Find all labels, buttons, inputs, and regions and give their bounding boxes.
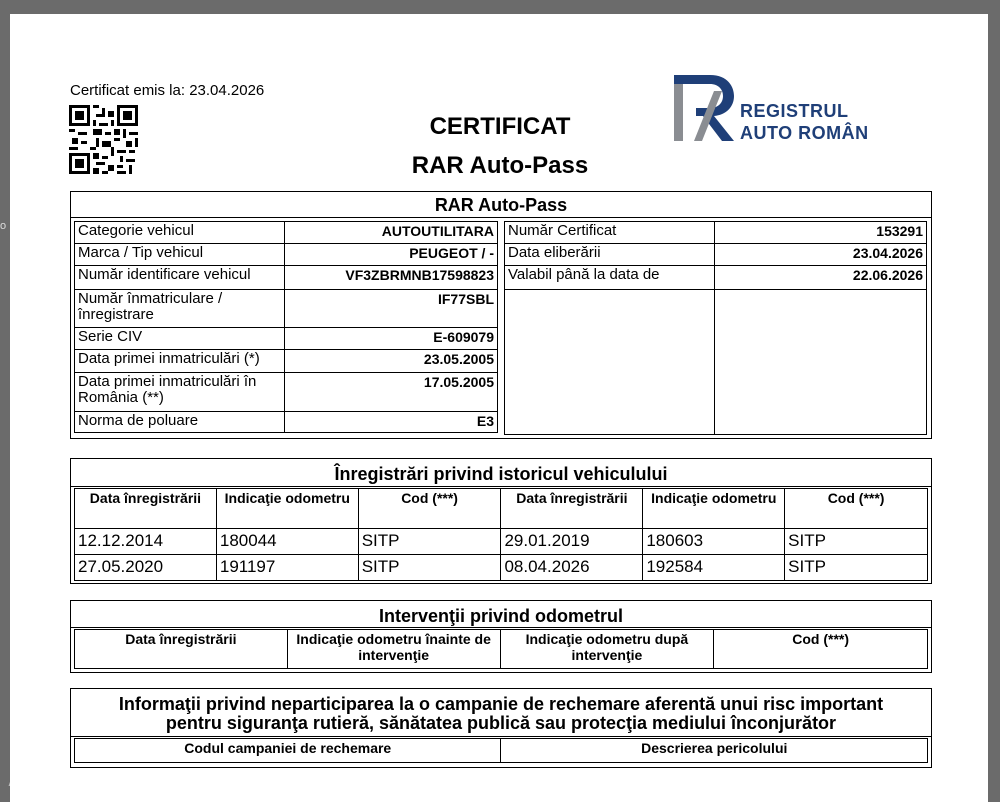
row-value: AUTOUTILITARA [285,222,498,244]
row-label: Data primei inmatriculări (*) [75,350,285,373]
table-row [75,266,498,290]
table-cell: 29.01.2019 [501,529,643,555]
row-value: IF77SBL [285,290,498,328]
interventions-table [74,629,928,669]
recall-heading-line-1: Informaţii privind neparticiparea la o campanie de rechemare aferentă unui risc important [118,694,884,714]
autopass-heading: RAR Auto-Pass [71,192,931,218]
row-value: PEUGEOT / - [285,244,498,266]
empty-cell [715,290,927,435]
table-row [505,222,927,244]
column-header: Cod (***) [358,489,501,529]
column-header: Data înregistrării [501,489,643,529]
background-edge-fragment: o [0,220,7,232]
table-row [75,373,498,412]
table-cell: SITP [785,529,928,555]
table-cell: SITP [358,555,501,581]
table-cell: SITP [785,555,928,581]
table-row [75,555,928,581]
rar-logo-icon [672,71,742,146]
table-row [75,350,498,373]
column-header: Indicaţie odometru [643,489,785,529]
row-label: Număr înmatriculare / înregistrare [75,290,285,328]
logo-line-1: REGISTRUL [740,101,849,121]
row-value: 23.05.2005 [285,350,498,373]
certificate-title: CERTIFICAT [429,113,571,140]
table-row [505,244,927,266]
table-cell: 180603 [643,529,785,555]
rar-logo [672,71,882,146]
table-row [75,222,498,244]
row-label: Norma de poluare [75,412,285,433]
table-row [75,529,928,555]
table-cell: 27.05.2020 [75,555,217,581]
recall-table [74,738,928,763]
row-value: 153291 [715,222,927,244]
certificate-details-table [504,221,927,435]
row-value: 23.04.2026 [715,244,927,266]
row-label: Număr identificare vehicul [75,266,285,290]
row-label: Categorie vehicul [75,222,285,244]
recall-heading [71,689,931,737]
table-cell: 191197 [216,555,358,581]
table-row [505,266,927,290]
qr-code-icon [69,105,138,174]
column-header: Data înregistrării [75,489,217,529]
column-header: Descrierea pericolului [501,739,928,763]
table-cell: 192584 [643,555,785,581]
table-row [75,328,498,350]
table-row [75,290,498,328]
table-cell: 12.12.2014 [75,529,217,555]
history-heading: Înregistrări privind istoricul vehiculului [71,459,931,487]
column-header: Indicaţie odometru după intervenţie [500,630,714,669]
column-header: Codul campaniei de rechemare [75,739,501,763]
row-value: 17.05.2005 [285,373,498,412]
table-row [505,290,927,435]
row-label: Serie CIV [75,328,285,350]
column-header: Cod (***) [785,489,928,529]
table-cell: SITP [358,529,501,555]
vehicle-details-table [74,221,498,433]
row-label: Număr Certificat [505,222,715,244]
row-label: Data eliberării [505,244,715,266]
table-row [75,412,498,433]
column-header: Cod (***) [714,630,928,669]
table-header-row [75,739,928,763]
recall-heading-line-2: pentru siguranţa rutieră, sănătatea publică sau protecţia mediului înconjurător [165,713,837,733]
row-value: 22.06.2026 [715,266,927,290]
row-label: Marca / Tip vehicul [75,244,285,266]
watermark: AUTOVIT.RO [8,766,151,791]
row-label: Valabil până la data de [505,266,715,290]
issued-date: Certificat emis la: 23.04.2026 [70,82,265,99]
table-header-row [75,489,928,529]
row-label: Data primei inmatriculări în România (**) [75,373,285,412]
column-header: Data înregistrării [75,630,288,669]
column-header: Indicaţie odometru [216,489,358,529]
table-header-row [75,630,928,669]
certificate-subtitle: RAR Auto-Pass [411,152,589,179]
interventions-heading: Intervenţii privind odometrul [71,601,931,628]
row-value: E3 [285,412,498,433]
table-cell: 180044 [216,529,358,555]
row-value: VF3ZBRMNB17598823 [285,266,498,290]
logo-line-2: AUTO ROMÂN [740,123,869,143]
history-table [74,488,928,581]
column-header: Indicaţie odometru înainte de intervenţie [287,630,500,669]
table-cell: 08.04.2026 [501,555,643,581]
row-value: E-609079 [285,328,498,350]
table-row [75,244,498,266]
empty-cell [505,290,715,435]
